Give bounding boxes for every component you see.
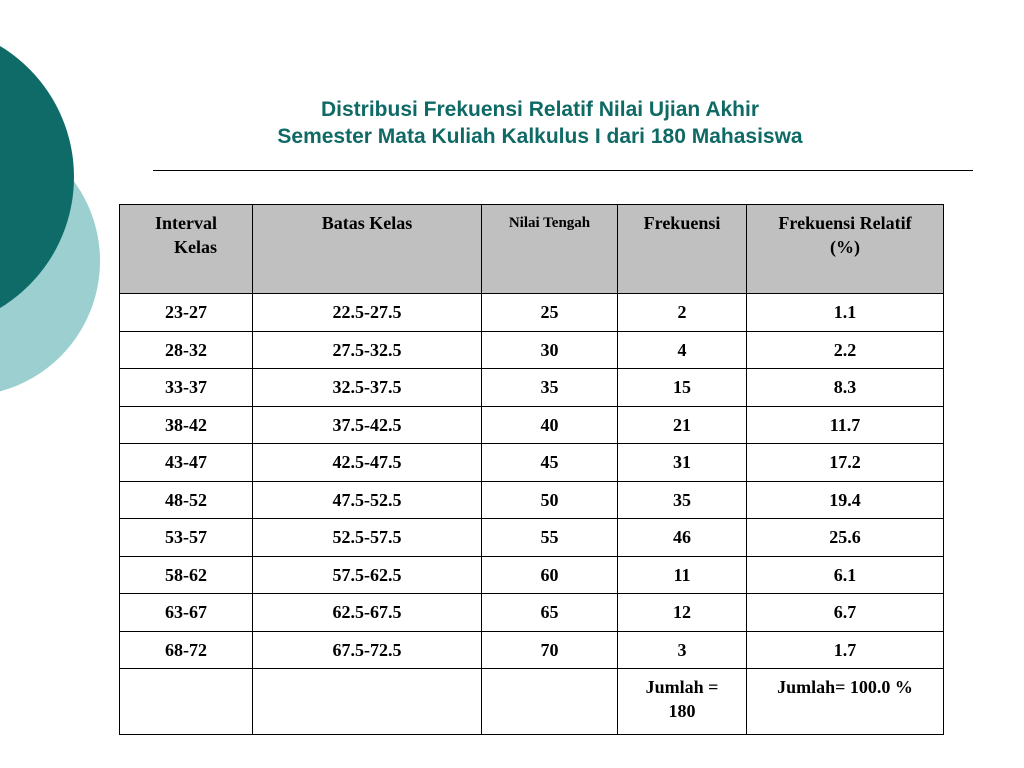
- slide-title-line-2: Semester Mata Kuliah Kalkulus I dari 180 Mahasiswa: [277, 125, 803, 148]
- cell-nilai-tengah: 30: [482, 331, 618, 369]
- cell-nilai-tengah: 55: [482, 519, 618, 557]
- table-row: [120, 519, 944, 557]
- cell-frekuensi: 35: [618, 481, 747, 519]
- cell-interval: 28-32: [120, 331, 253, 369]
- cell-frekuensi-relatif: 6.7: [747, 594, 944, 632]
- total-frekuensi-line-1: Jumlah =: [645, 677, 719, 697]
- table-header: [120, 205, 944, 294]
- cell-nilai-tengah: 25: [482, 294, 618, 332]
- cell-interval: 38-42: [120, 406, 253, 444]
- header-nilai-tengah: Nilai Tengah: [482, 205, 618, 294]
- cell-batas: 42.5-47.5: [253, 444, 482, 482]
- title-divider: [153, 170, 973, 171]
- cell-interval: 23-27: [120, 294, 253, 332]
- cell-frekuensi: 15: [618, 369, 747, 407]
- table-header-row: [120, 205, 944, 294]
- cell-batas: 47.5-52.5: [253, 481, 482, 519]
- cell-empty: [253, 669, 482, 735]
- table-row: [120, 294, 944, 332]
- cell-nilai-tengah: 60: [482, 556, 618, 594]
- table-row: [120, 631, 944, 669]
- header-interval-line-2: Kelas: [174, 237, 217, 257]
- cell-batas: 22.5-27.5: [253, 294, 482, 332]
- table-row: [120, 406, 944, 444]
- cell-nilai-tengah: 35: [482, 369, 618, 407]
- cell-empty: [120, 669, 253, 735]
- cell-batas: 52.5-57.5: [253, 519, 482, 557]
- table-row: [120, 556, 944, 594]
- cell-frekuensi-relatif: 17.2: [747, 444, 944, 482]
- cell-frekuensi-relatif: 8.3: [747, 369, 944, 407]
- table-row: [120, 369, 944, 407]
- cell-nilai-tengah: 40: [482, 406, 618, 444]
- cell-interval: 48-52: [120, 481, 253, 519]
- cell-total-relatif: Jumlah= 100.0 %: [747, 669, 944, 735]
- cell-interval: 33-37: [120, 369, 253, 407]
- cell-interval: 53-57: [120, 519, 253, 557]
- cell-nilai-tengah: 45: [482, 444, 618, 482]
- cell-frekuensi-relatif: 19.4: [747, 481, 944, 519]
- slide-title: [150, 96, 930, 150]
- table-row: [120, 331, 944, 369]
- cell-frekuensi: 11: [618, 556, 747, 594]
- cell-frekuensi: 46: [618, 519, 747, 557]
- cell-interval: 63-67: [120, 594, 253, 632]
- table-body: [120, 294, 944, 735]
- header-frekuensi-relatif: [747, 205, 944, 294]
- slide-title-line-1: Distribusi Frekuensi Relatif Nilai Ujian Akhir: [321, 98, 759, 121]
- cell-frekuensi: 3: [618, 631, 747, 669]
- cell-empty: [482, 669, 618, 735]
- cell-nilai-tengah: 70: [482, 631, 618, 669]
- cell-interval: 43-47: [120, 444, 253, 482]
- table-row: [120, 594, 944, 632]
- cell-frekuensi-relatif: 11.7: [747, 406, 944, 444]
- header-interval-line-1: Interval: [155, 213, 217, 233]
- cell-frekuensi: 4: [618, 331, 747, 369]
- cell-interval: 68-72: [120, 631, 253, 669]
- table-total-row: [120, 669, 944, 735]
- cell-batas: 62.5-67.5: [253, 594, 482, 632]
- frequency-table: [119, 204, 944, 735]
- cell-batas: 57.5-62.5: [253, 556, 482, 594]
- cell-frekuensi: 12: [618, 594, 747, 632]
- cell-nilai-tengah: 65: [482, 594, 618, 632]
- cell-frekuensi: 31: [618, 444, 747, 482]
- cell-frekuensi-relatif: 6.1: [747, 556, 944, 594]
- cell-nilai-tengah: 50: [482, 481, 618, 519]
- header-interval-text: [155, 211, 217, 259]
- header-frekuensi: Frekuensi: [618, 205, 747, 294]
- cell-frekuensi: 2: [618, 294, 747, 332]
- table-row: [120, 444, 944, 482]
- cell-frekuensi-relatif: 1.7: [747, 631, 944, 669]
- cell-frekuensi-relatif: 2.2: [747, 331, 944, 369]
- header-batas-kelas: Batas Kelas: [253, 205, 482, 294]
- total-frekuensi-line-2: 180: [668, 701, 696, 721]
- cell-batas: 67.5-72.5: [253, 631, 482, 669]
- cell-frekuensi-relatif: 1.1: [747, 294, 944, 332]
- header-relatif-line-2: (%): [830, 237, 860, 257]
- header-interval-kelas: [120, 205, 253, 294]
- table-row: [120, 481, 944, 519]
- cell-total-frekuensi: [618, 669, 747, 735]
- cell-batas: 37.5-42.5: [253, 406, 482, 444]
- cell-interval: 58-62: [120, 556, 253, 594]
- cell-batas: 32.5-37.5: [253, 369, 482, 407]
- cell-batas: 27.5-32.5: [253, 331, 482, 369]
- header-relatif-line-1: Frekuensi Relatif: [778, 213, 912, 233]
- cell-frekuensi: 21: [618, 406, 747, 444]
- cell-frekuensi-relatif: 25.6: [747, 519, 944, 557]
